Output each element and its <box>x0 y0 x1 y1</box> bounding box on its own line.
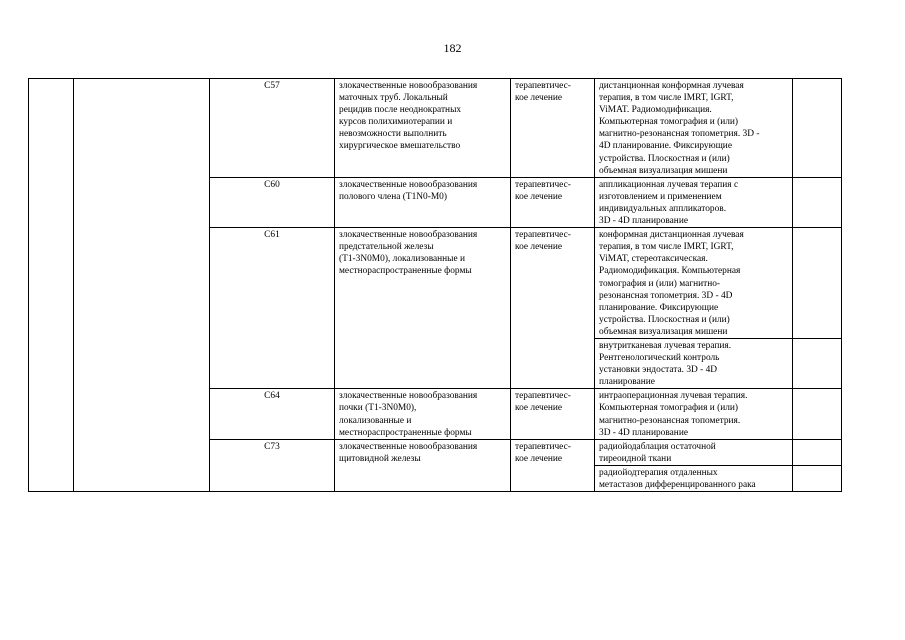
icd-code-cell: C60 <box>210 177 335 227</box>
text-line: терапевтичес- <box>515 230 571 241</box>
diagnosis-cell <box>335 177 511 227</box>
diagnosis-cell <box>335 389 511 439</box>
extra-cell <box>793 389 842 439</box>
text-line: ViMAT. Радиомодификация. <box>599 105 712 116</box>
text-line: ViMAT, стереотаксическая. <box>599 254 708 265</box>
text-line: локализованные и <box>339 415 412 426</box>
text-line: магнитно-резонансная топометрия. <box>599 415 741 426</box>
table-row <box>29 79 842 178</box>
extra-cell <box>793 439 842 465</box>
treatment-type-cell <box>511 228 595 389</box>
text-line: конформная дистанционная лучевая <box>599 230 744 241</box>
diagnosis-cell <box>335 228 511 389</box>
text-line: устройства. Плоскостная и (или) <box>599 153 730 164</box>
text-line: магнитно-резонансная топометрия. 3D - <box>599 129 760 140</box>
icd-code-cell: C61 <box>210 228 335 389</box>
text-line: (T1-3N0M0), локализованные и <box>339 254 466 265</box>
text-line: Рентгенологический контроль <box>599 353 720 364</box>
text-line: хирургическое вмешательство <box>339 141 461 152</box>
treatment-type-cell <box>511 439 595 491</box>
text-line: Компьютерная томография и (или) <box>599 403 739 414</box>
text-line: злокачественные новообразования <box>339 391 478 402</box>
page-number: 182 <box>443 41 462 55</box>
text-line: планирование. Фиксирующие <box>599 302 719 313</box>
text-line: 4D планирование. Фиксирующие <box>599 141 732 152</box>
text-line: курсов полихимиотерапии и <box>339 117 453 128</box>
diagnosis-cell <box>335 79 511 178</box>
treatment-table <box>28 78 842 492</box>
text-line: объемная визуализация мишени <box>599 326 728 337</box>
text-line: планирование <box>599 377 655 388</box>
text-line: изготовлением и применением <box>599 191 722 202</box>
text-line: полового члена (T1N0-M0) <box>339 191 447 202</box>
treatment-method-cell <box>595 177 793 227</box>
diagnosis-cell <box>335 439 511 491</box>
text-line: злокачественные новообразования <box>339 179 478 190</box>
text-line: объемная визуализация мишени <box>599 165 728 176</box>
text-line: злокачественные новообразования <box>339 441 478 452</box>
text-line: томография и (или) магнитно- <box>599 278 721 289</box>
text-line: невозможности выполнить <box>339 129 447 140</box>
treatment-type-cell <box>511 177 595 227</box>
text-line: маточных труб. Локальный <box>339 93 448 104</box>
text-line: радиойодаблация остаточной <box>599 441 716 452</box>
text-line: кое лечение <box>515 191 563 202</box>
text-line: кое лечение <box>515 93 563 104</box>
text-line: Радиомодификация. Компьютерная <box>599 266 741 277</box>
text-line: терапевтичес- <box>515 81 571 91</box>
text-line: индивидуальных аппликаторов. <box>599 203 727 214</box>
text-line: терапевтичес- <box>515 179 571 190</box>
icd-code-cell: C73 <box>210 439 335 491</box>
index-cell <box>29 79 74 492</box>
treatment-method-cell <box>595 465 793 491</box>
text-line: 3D - 4D планирование <box>599 216 688 227</box>
treatment-method-cell <box>595 389 793 439</box>
text-line: метастазов дифференцированного рака <box>599 480 756 490</box>
text-line: тиреоидной ткани <box>599 453 672 464</box>
text-line: терапевтичес- <box>515 441 571 452</box>
text-line: интраоперационная лучевая терапия. <box>599 391 748 402</box>
text-line: установки эндостата. 3D - 4D <box>599 365 718 376</box>
extra-cell <box>793 228 842 339</box>
treatment-method-cell <box>595 439 793 465</box>
text-line: радиойодтерапия отдаленных <box>599 467 718 478</box>
text-line: почки (T1-3N0M0), <box>339 403 417 414</box>
treatment-type-cell <box>511 79 595 178</box>
text-line: устройства. Плоскостная и (или) <box>599 314 730 325</box>
extra-cell <box>793 177 842 227</box>
text-line: кое лечение <box>515 242 563 253</box>
text-line: злокачественные новообразования <box>339 81 478 91</box>
text-line: 3D - 4D планирование <box>599 427 688 438</box>
text-line: терапия, в том числе IMRT, IGRT, <box>599 93 734 104</box>
text-line: терапевтичес- <box>515 391 571 402</box>
extra-cell <box>793 465 842 491</box>
text-line: терапия, в том числе IMRT, IGRT, <box>599 242 734 253</box>
text-line: кое лечение <box>515 453 563 464</box>
treatment-method-cell <box>595 228 793 339</box>
text-line: дистанционная конформная лучевая <box>599 81 744 91</box>
text-line: злокачественные новообразования <box>339 230 478 241</box>
text-line: резонансная топометрия. 3D - 4D <box>599 290 733 301</box>
extra-cell <box>793 338 842 388</box>
text-line: аппликационная лучевая терапия с <box>599 179 739 190</box>
extra-cell <box>793 79 842 178</box>
group-cell <box>74 79 210 492</box>
text-line: Компьютерная томография и (или) <box>599 117 739 128</box>
text-line: кое лечение <box>515 403 563 414</box>
text-line: рецидив после неоднократных <box>339 105 462 116</box>
text-line: щитовидной железы <box>339 453 421 464</box>
treatment-type-cell <box>511 389 595 439</box>
icd-code-cell: C64 <box>210 389 335 439</box>
text-line: местнораспространенные формы <box>339 266 472 277</box>
text-line: предстательной железы <box>339 242 434 253</box>
text-line: внутритканевая лучевая терапия. <box>599 340 732 351</box>
icd-code-cell: C57 <box>210 79 335 178</box>
treatment-method-cell <box>595 79 793 178</box>
text-line: местнораспространенные формы <box>339 427 472 438</box>
treatment-method-cell <box>595 338 793 388</box>
